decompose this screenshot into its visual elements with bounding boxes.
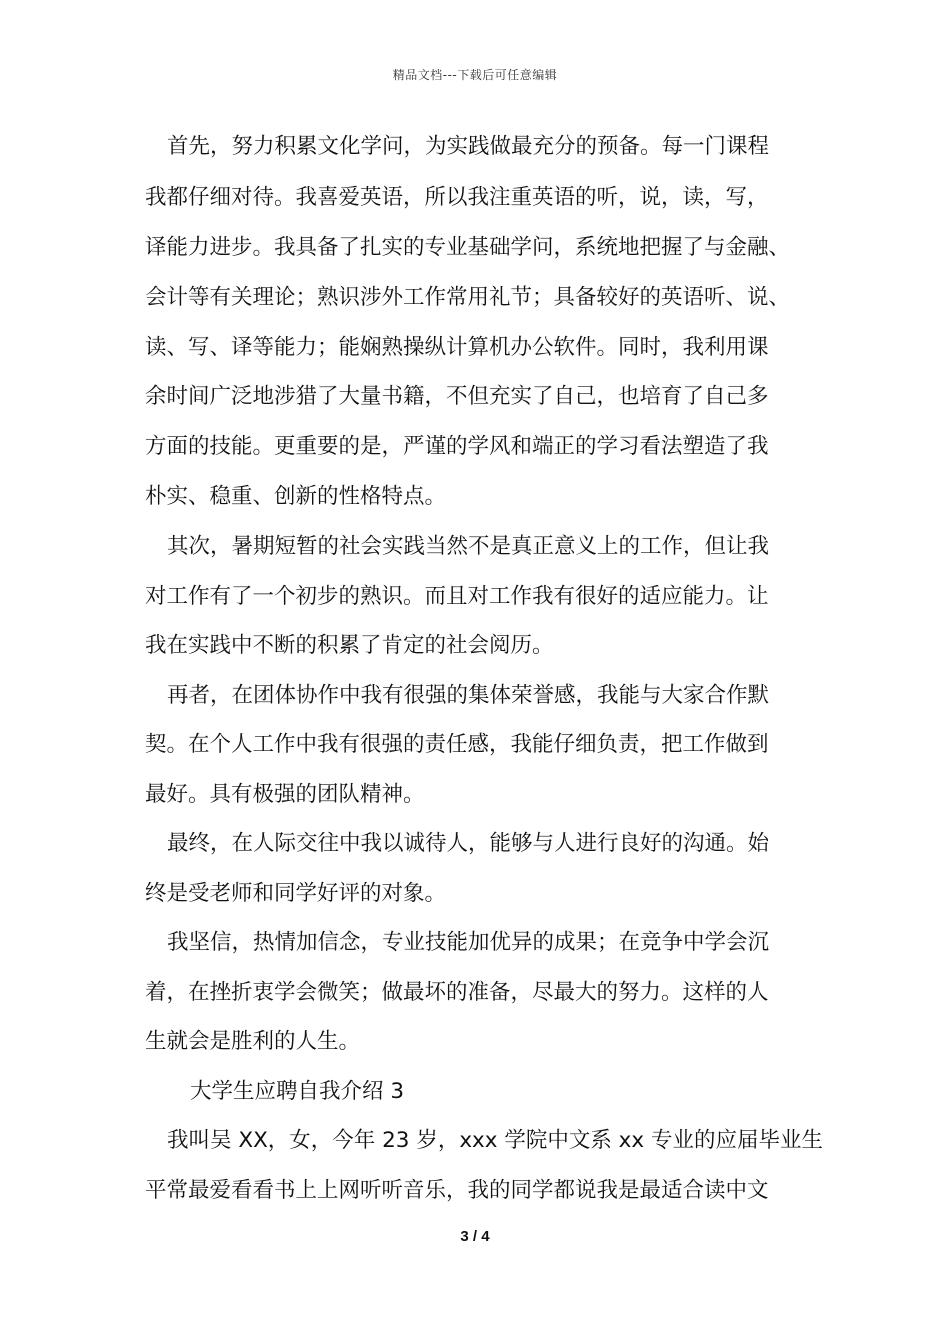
paragraph-line: 余时间广泛地涉猎了大量书籍，不但充实了自己，也培育了自己多 [145,384,769,409]
paragraph-line: 生就会是胜利的人生。 [145,1029,361,1054]
page-header: 精品文档---下载后可任意编辑 [392,68,558,82]
paragraph-line: 我坚信，热情加信念，专业技能加优异的成果；在竞争中学会沉 [167,930,770,955]
paragraph-line: 读、写、译等能力；能娴熟操纵计算机办公软件。同时，我利用课 [145,335,769,360]
paragraph-line: 契。在个人工作中我有很强的责任感，我能仔细负责，把工作做到 [145,732,769,757]
paragraph-line: 最好。具有极强的团队精神。 [145,782,425,807]
paragraph-line: 我叫吴 XX，女，今年 23 岁，xxx 学院中文系 xx 专业的应届毕业生 [167,1128,823,1153]
paragraph-line: 终是受老师和同学好评的对象。 [145,881,447,906]
paragraph-line: 平常最爱看看书上上网听听音乐，我的同学都说我是最适合读中文 [145,1178,769,1203]
section-subtitle: 大学生应聘自我介绍 3 [190,1079,405,1104]
paragraph-line: 对工作有了一个初步的熟识。而且对工作我有很好的适应能力。让 [145,584,769,609]
paragraph-line: 其次，暑期短暂的社会实践当然不是真正意义上的工作，但让我 [167,534,770,559]
paragraph-line: 方面的技能。更重要的是，严谨的学风和端正的学习看法塑造了我 [145,434,769,459]
paragraph-line: 再者，在团体协作中我有很强的集体荣誉感，我能与大家合作默 [167,683,770,708]
paragraph-line: 最终，在人际交往中我以诚待人，能够与人进行良好的沟通。始 [167,831,770,856]
paragraph-line: 译能力进步。我具备了扎实的专业基础学问，系统地把握了与金融、 [145,235,791,260]
page-number: 3 / 4 [460,1228,490,1245]
paragraph-line: 我在实践中不断的积累了肯定的社会阅历。 [145,633,554,658]
paragraph-line: 首先，努力积累文化学问，为实践做最充分的预备。每一门课程 [167,134,770,159]
paragraph-line: 着，在挫折衷学会微笑；做最坏的准备，尽最大的努力。这样的人 [145,980,769,1005]
paragraph-line: 会计等有关理论；熟识涉外工作常用礼节；具备较好的英语听、说、 [145,285,791,310]
paragraph-line: 朴实、稳重、创新的性格特点。 [145,484,447,509]
paragraph-line: 我都仔细对待。我喜爱英语，所以我注重英语的听，说，读，写， [145,185,769,210]
